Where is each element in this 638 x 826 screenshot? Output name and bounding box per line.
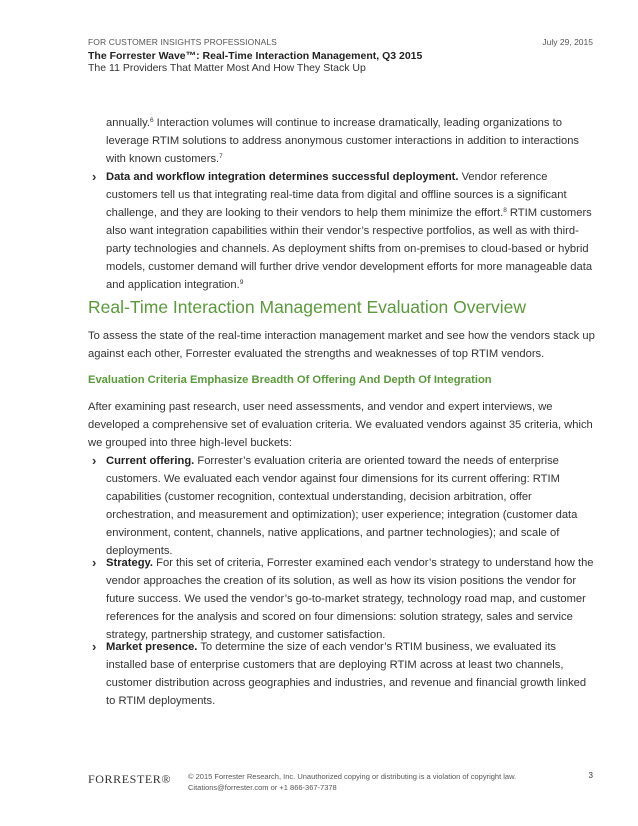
bullet-lead: Data and workflow integration determines successful deployment. <box>106 171 459 183</box>
criteria-paragraph: After examining past research, user need assessments, and vendor and expert interviews, we developed a comprehensive set of evaluation criteria. We evaluated vendors against 35 criteria, which we grouped into three high-level buckets: <box>88 401 593 449</box>
bullet-chevron-icon: › <box>92 639 97 654</box>
forrester-logo: FORRESTER® <box>88 772 172 786</box>
page-number: 3 <box>588 771 593 780</box>
copyright-text: © 2015 Forrester Research, Inc. Unauthorized copying or distributing is a violation of copyright law. <box>188 772 517 781</box>
bullet-integration <box>106 168 596 294</box>
sub-heading: Evaluation Criteria Emphasize Breadth Of Offering And Depth Of Integration <box>88 374 492 386</box>
bullet-chevron-icon: › <box>92 555 97 570</box>
footnote-ref[interactable]: 6 <box>149 117 154 124</box>
section-intro: To assess the state of the real-time interaction management market and see how the vendors stack up against each other, Forrester evaluated the strengths and weaknesses of top RTIM vendors. <box>88 330 595 360</box>
section-heading: Real-Time Interaction Management Evaluation Overview <box>88 297 527 317</box>
bullet-text: For this set of criteria, Forrester examined each vendor’s strategy to understand how the vendor approaches the creation of its solution, as well as how its vision positions the vendor for future success. We used the vendor’s go-to-market strategy, technology road map, and customer references for the analysis and scored on four dimensions: solution strategy, sales and service strategy, partnership strategy, and customer satisfaction. <box>106 557 594 641</box>
contact-text[interactable]: Citations@forrester.com or +1 866-367-7378 <box>188 783 337 792</box>
footnote-ref[interactable]: 9 <box>239 279 244 286</box>
bullet-market-presence <box>106 638 596 710</box>
bullet-lead: Strategy. <box>106 557 154 569</box>
footnote-ref[interactable]: 8 <box>503 207 507 214</box>
bullet-current-offering <box>106 452 596 560</box>
bullet-lead: Current offering. <box>106 455 195 467</box>
bullet-chevron-icon: › <box>92 453 97 468</box>
report-title: The Forrester Wave™: Real-Time Interaction Management, Q3 2015 <box>88 50 423 62</box>
intro-text-a: annually. <box>106 117 150 129</box>
bullet-lead: Market presence. <box>106 641 198 653</box>
footer-copyright <box>188 771 516 793</box>
report-subtitle: The 11 Providers That Matter Most And How They Stack Up <box>88 62 366 74</box>
bullet-text: Forrester’s evaluation criteria are oriented toward the needs of enterprise customers. We evaluated each vendor against four dimensions for its current offering: RTIM capabilities (customer recognition, contextual understanding, decision arbitration, offer orchestration, and measurement and optimization); user experience; integration (customer data environment, content, channels, native applications, and partner technologies); and scale of deployments. <box>106 455 578 557</box>
footnote-ref[interactable]: 7 <box>219 153 223 160</box>
report-date: July 29, 2015 <box>542 37 593 47</box>
bullet-strategy <box>106 554 596 644</box>
bullet-text: RTIM customers also want integration capabilities within their vendor’s respective portfolios, as well as with third-party technologies and channels. As deployment shifts from on-premises to cloud-based or hybrid models, customer demand will further drive vendor development efforts for more manageable data and application integration. <box>106 207 593 291</box>
bullet-text: Vendor reference customers tell us that integrating real-time data from digital and offline sources is a significant challenge, and they are looking to their vendors to help them minimize the effort. <box>106 171 567 219</box>
intro-text-b: Interaction volumes will continue to increase dramatically, leading organizations to leverage RTIM solutions to address anonymous customer interactions in addition to interactions with known customers. <box>106 117 580 165</box>
intro-paragraph <box>106 114 596 168</box>
report-series-label: FOR CUSTOMER INSIGHTS PROFESSIONALS <box>88 37 277 47</box>
bullet-chevron-icon: › <box>92 169 97 184</box>
bullet-text: To determine the size of each vendor’s RTIM business, we evaluated its installed base of enterprise customers that are deploying RTIM across at least two channels, customer distribution across geographies and industries, and revenue and financial growth linked to RTIM deployments. <box>106 641 587 707</box>
